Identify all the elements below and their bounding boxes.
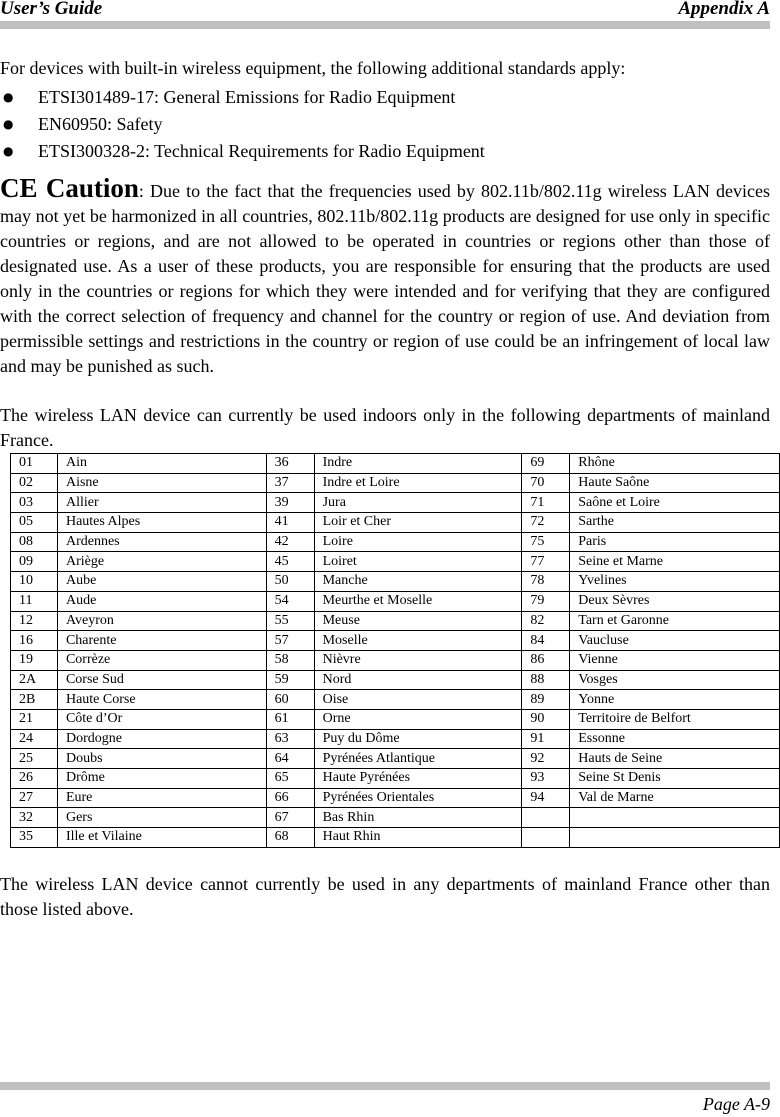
department-name-cell: Gers (57, 808, 266, 828)
department-code-cell: 2B (11, 690, 58, 710)
department-code-cell: 75 (522, 532, 570, 552)
table-row (11, 709, 780, 729)
department-name-cell (570, 828, 780, 848)
department-name-cell: Seine et Marne (570, 552, 780, 572)
department-name-cell: Sarthe (570, 513, 780, 533)
department-code-cell (522, 828, 570, 848)
department-name-cell: Doubs (57, 749, 266, 769)
department-code-cell: 64 (266, 749, 314, 769)
department-code-cell: 35 (11, 828, 58, 848)
department-code-cell: 45 (266, 552, 314, 572)
department-code-cell: 77 (522, 552, 570, 572)
department-code-cell: 12 (11, 611, 58, 631)
department-name-cell: Deux Sèvres (570, 591, 780, 611)
department-code-cell: 02 (11, 473, 58, 493)
department-code-cell: 36 (266, 454, 314, 474)
table-row (11, 611, 780, 631)
department-code-cell: 42 (266, 532, 314, 552)
department-name-cell: Ain (57, 454, 266, 474)
department-code-cell: 67 (266, 808, 314, 828)
department-name-cell (570, 808, 780, 828)
department-name-cell: Aude (57, 591, 266, 611)
department-name-cell: Bas Rhin (314, 808, 522, 828)
department-code-cell: 58 (266, 650, 314, 670)
department-name-cell: Tarn et Garonne (570, 611, 780, 631)
department-code-cell: 93 (522, 769, 570, 789)
table-row (11, 493, 780, 513)
department-name-cell: Haute Saône (570, 473, 780, 493)
table-row (11, 513, 780, 533)
ce-caution-paragraph (0, 173, 770, 379)
departments-table-body (11, 454, 780, 848)
department-code-cell: 94 (522, 788, 570, 808)
department-name-cell: Jura (314, 493, 522, 513)
table-row (11, 769, 780, 789)
table-row (11, 749, 780, 769)
department-code-cell: 90 (522, 709, 570, 729)
department-code-cell: 21 (11, 709, 58, 729)
ce-caution-text: : Due to the fact that the frequencies used by 802.11b/802.11g wireless LAN devices may not yet be harmonized in all countries, 802.11b/802.11g products are designed for use only in specific countries or regions, and are not allowed to be operated in countries or regions other than those of designated use. As a user of these products, you are responsible for ensuring that the products are used only in the countries or regions for which they were intended and for verifying that they are configured with the correct selection of frequency and channel for the country or region of use. And deviation from permissible settings and restrictions in the country or region of use could be an infringement of local law and may be punished as such. (0, 181, 770, 376)
department-name-cell: Ardennes (57, 532, 266, 552)
page-number: Page A-9 (702, 1094, 770, 1114)
department-name-cell: Côte d’Or (57, 709, 266, 729)
department-name-cell: Vienne (570, 650, 780, 670)
table-row (11, 473, 780, 493)
department-code-cell: 26 (11, 769, 58, 789)
department-name-cell: Essonne (570, 729, 780, 749)
department-code-cell: 92 (522, 749, 570, 769)
department-name-cell: Loiret (314, 552, 522, 572)
departments-intro: The wireless LAN device can currently be used indoors only in the following departments of mainland France. (0, 405, 770, 450)
table-row (11, 670, 780, 690)
department-name-cell: Corse Sud (57, 670, 266, 690)
department-name-cell: Rhône (570, 454, 780, 474)
table-row (11, 631, 780, 651)
department-name-cell: Aveyron (57, 611, 266, 631)
department-name-cell: Dordogne (57, 729, 266, 749)
department-code-cell: 71 (522, 493, 570, 513)
table-row (11, 788, 780, 808)
department-code-cell: 88 (522, 670, 570, 690)
list-item: ● ETSI300328-2: Technical Requirements for Radio Equipment (0, 139, 770, 164)
list-item: ● ETSI301489-17: General Emissions for Radio Equipment (0, 85, 770, 110)
table-row (11, 572, 780, 592)
department-code-cell: 19 (11, 650, 58, 670)
department-name-cell: Loir et Cher (314, 513, 522, 533)
department-code-cell: 05 (11, 513, 58, 533)
department-name-cell: Manche (314, 572, 522, 592)
department-name-cell: Ille et Vilaine (57, 828, 266, 848)
table-row (11, 690, 780, 710)
department-name-cell: Oise (314, 690, 522, 710)
department-name-cell: Eure (57, 788, 266, 808)
bullet-icon: ● (3, 90, 14, 104)
department-name-cell: Saône et Loire (570, 493, 780, 513)
header-rule (0, 21, 770, 29)
department-code-cell: 16 (11, 631, 58, 651)
department-code-cell: 2A (11, 670, 58, 690)
department-code-cell: 69 (522, 454, 570, 474)
department-code-cell: 82 (522, 611, 570, 631)
department-code-cell: 65 (266, 769, 314, 789)
page-body (0, 56, 770, 922)
department-name-cell: Yvelines (570, 572, 780, 592)
department-code-cell: 79 (522, 591, 570, 611)
department-code-cell: 66 (266, 788, 314, 808)
bullet-icon: ● (3, 117, 14, 131)
table-row (11, 729, 780, 749)
department-name-cell: Vosges (570, 670, 780, 690)
department-name-cell: Territoire de Belfort (570, 709, 780, 729)
department-code-cell: 10 (11, 572, 58, 592)
department-code-cell: 32 (11, 808, 58, 828)
department-code-cell: 78 (522, 572, 570, 592)
ce-caution-title: CE Caution (0, 173, 139, 203)
department-code-cell: 01 (11, 454, 58, 474)
department-name-cell: Paris (570, 532, 780, 552)
table-row (11, 808, 780, 828)
table-row (11, 828, 780, 848)
department-name-cell: Corrèze (57, 650, 266, 670)
department-name-cell: Indre et Loire (314, 473, 522, 493)
department-name-cell: Meurthe et Moselle (314, 591, 522, 611)
department-code-cell: 09 (11, 552, 58, 572)
department-name-cell: Aube (57, 572, 266, 592)
department-code-cell: 39 (266, 493, 314, 513)
department-name-cell: Orne (314, 709, 522, 729)
department-code-cell (522, 808, 570, 828)
department-name-cell: Moselle (314, 631, 522, 651)
table-row (11, 552, 780, 572)
closing-paragraph: The wireless LAN device cannot currently be used in any departments of mainland France other than those listed above. (0, 873, 770, 919)
table-row (11, 650, 780, 670)
department-code-cell: 59 (266, 670, 314, 690)
department-code-cell: 72 (522, 513, 570, 533)
department-code-cell: 27 (11, 788, 58, 808)
department-code-cell: 70 (522, 473, 570, 493)
department-name-cell: Pyrénées Orientales (314, 788, 522, 808)
department-name-cell: Val de Marne (570, 788, 780, 808)
department-code-cell: 89 (522, 690, 570, 710)
department-code-cell: 37 (266, 473, 314, 493)
department-code-cell: 57 (266, 631, 314, 651)
department-name-cell: Hauts de Seine (570, 749, 780, 769)
department-name-cell: Vaucluse (570, 631, 780, 651)
department-code-cell: 11 (11, 591, 58, 611)
department-name-cell: Charente (57, 631, 266, 651)
department-name-cell: Puy du Dôme (314, 729, 522, 749)
department-code-cell: 08 (11, 532, 58, 552)
standards-list (0, 85, 770, 164)
department-name-cell: Meuse (314, 611, 522, 631)
standards-intro: For devices with built-in wireless equipment, the following additional standards apply: (0, 58, 626, 78)
department-name-cell: Hautes Alpes (57, 513, 266, 533)
department-code-cell: 50 (266, 572, 314, 592)
department-name-cell: Aisne (57, 473, 266, 493)
departments-table (10, 453, 780, 848)
department-code-cell: 25 (11, 749, 58, 769)
department-name-cell: Pyrénées Atlantique (314, 749, 522, 769)
department-name-cell: Haut Rhin (314, 828, 522, 848)
department-name-cell: Nièvre (314, 650, 522, 670)
department-name-cell: Allier (57, 493, 266, 513)
department-code-cell: 60 (266, 690, 314, 710)
page-header (0, 0, 770, 20)
list-item: ● EN60950: Safety (0, 112, 770, 137)
footer-rule (0, 1082, 770, 1090)
department-name-cell: Nord (314, 670, 522, 690)
department-code-cell: 55 (266, 611, 314, 631)
department-code-cell: 68 (266, 828, 314, 848)
department-name-cell: Indre (314, 454, 522, 474)
header-appendix-title: Appendix A (678, 0, 770, 19)
department-code-cell: 54 (266, 591, 314, 611)
department-code-cell: 63 (266, 729, 314, 749)
department-name-cell: Haute Pyrénées (314, 769, 522, 789)
department-code-cell: 24 (11, 729, 58, 749)
department-code-cell: 41 (266, 513, 314, 533)
table-row (11, 454, 780, 474)
department-name-cell: Ariège (57, 552, 266, 572)
bullet-icon: ● (3, 144, 14, 158)
table-row (11, 591, 780, 611)
department-code-cell: 91 (522, 729, 570, 749)
department-code-cell: 03 (11, 493, 58, 513)
department-code-cell: 84 (522, 631, 570, 651)
department-name-cell: Seine St Denis (570, 769, 780, 789)
table-row (11, 532, 780, 552)
header-guide-title: User’s Guide (0, 0, 103, 19)
department-name-cell: Haute Corse (57, 690, 266, 710)
department-name-cell: Yonne (570, 690, 780, 710)
department-code-cell: 86 (522, 650, 570, 670)
department-name-cell: Drôme (57, 769, 266, 789)
department-name-cell: Loire (314, 532, 522, 552)
department-code-cell: 61 (266, 709, 314, 729)
